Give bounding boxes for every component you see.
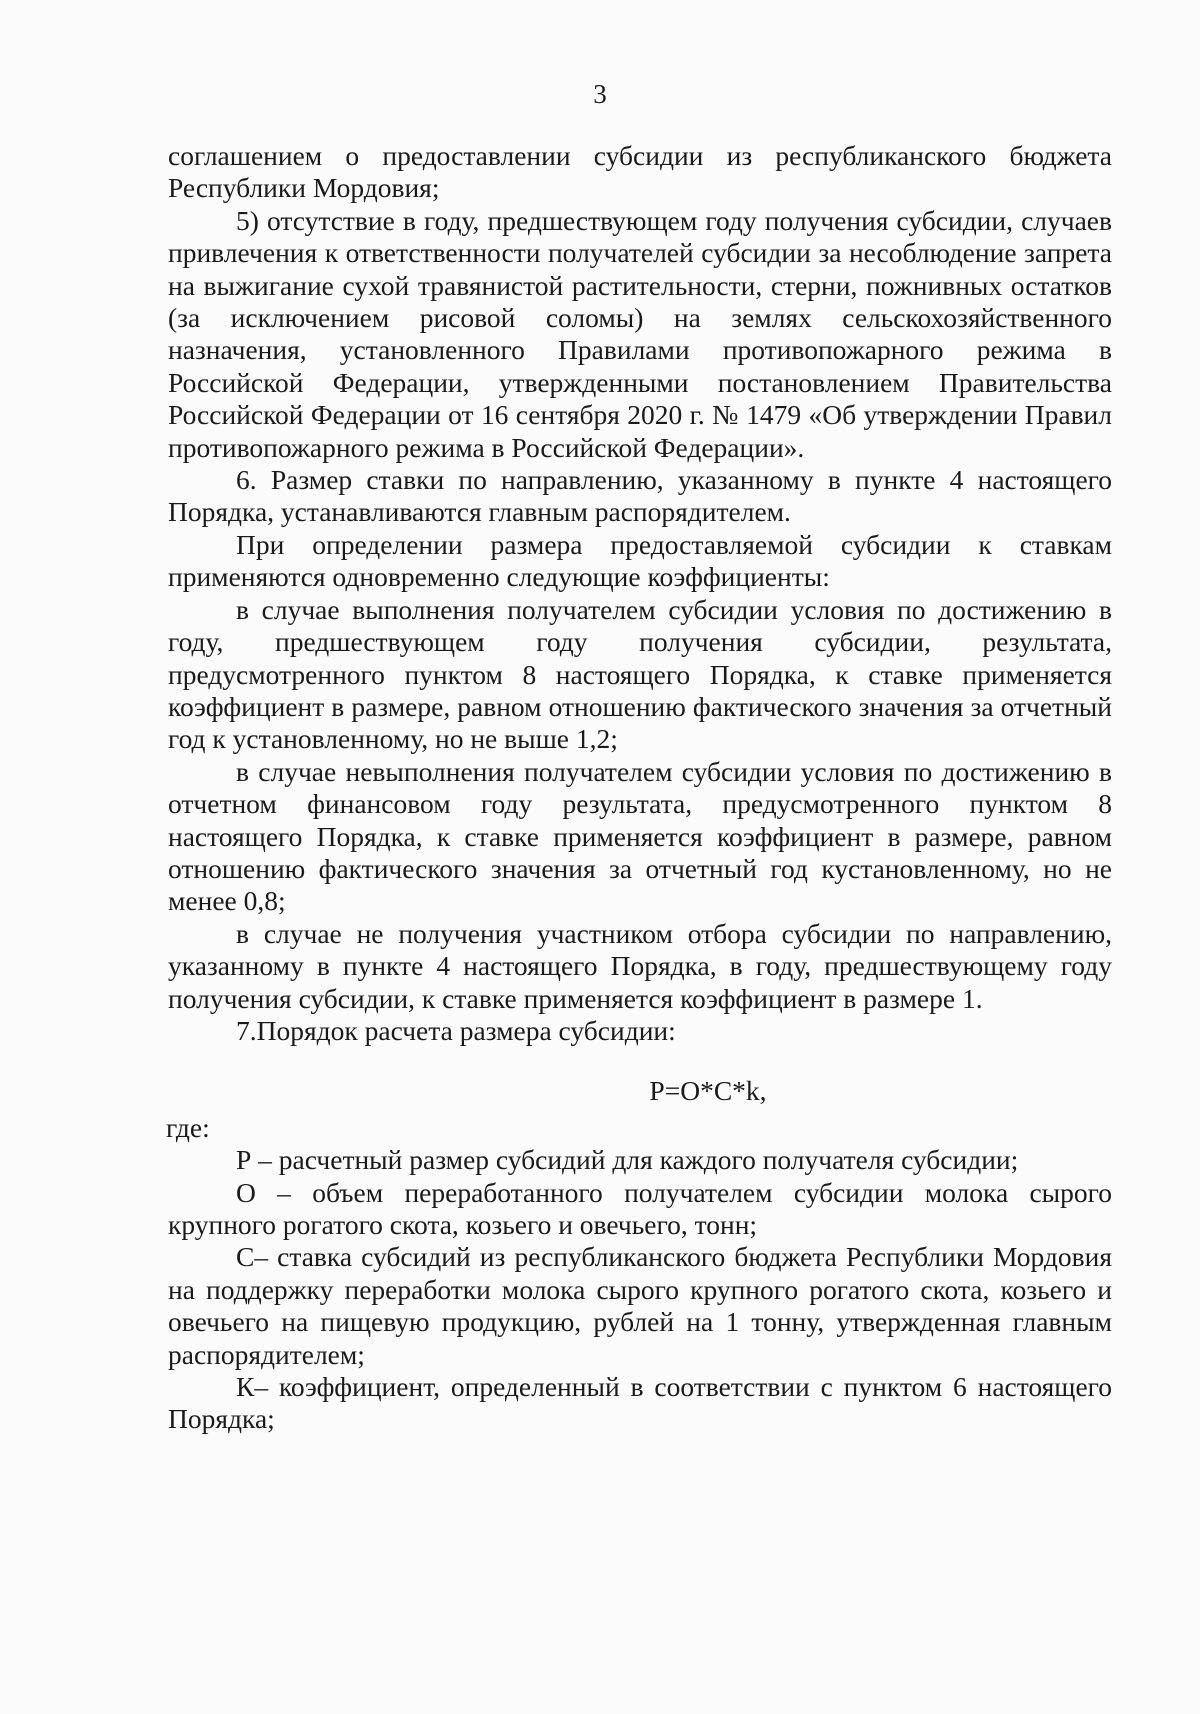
definition-item: Р – расчетный размер субсидий для каждого получателя субсидии; — [236, 1144, 1019, 1176]
paragraph: 7.Порядок расчета размера субсидии: — [236, 1014, 676, 1046]
definition-item: С– ставка субсидий из республиканского бюджета Республики Мордовия на поддержку переработки молока сырого крупного рогатого скота, козьего и овечьего на пищевую продукцию, рублей на 1 тонну, утвержденная главным распорядителем; — [168, 1241, 1112, 1370]
paragraph: в случае выполнения получателем субсидии условия по достижению в году, предшествующем году получения субсидии, результата, предусмотренного пунктом 8 настоящего Порядка, к ставке применяется коэффициент в размере, равном отношению фактического значения за отчетный год к установленному, но не выше 1,2; — [168, 593, 1112, 755]
definition-item: О – объем переработанного получателем субсидии молока сырого крупного рогатого скота, козьего и овечьего, тонн; — [168, 1176, 1112, 1240]
page-number: 3 — [593, 79, 607, 109]
paragraph: в случае невыполнения получателем субсидии условия по достижению в отчетном финансовом году результата, предусмотренного пунктом 8 настоящего Порядка, к ставке применяется коэффициент в размере, равном отношению фактического значения за отчетный год кустановленному, но не менее 0,8; — [168, 755, 1112, 917]
paragraph: При определении размера предоставляемой субсидии к ставкам применяются одновременно следующие коэффициенты: — [168, 528, 1112, 593]
document-body — [168, 140, 1112, 1436]
definition-item: К– коэффициент, определенный в соответствии с пунктом 6 настоящего Порядка; — [168, 1371, 1112, 1435]
where-label: где: — [166, 1111, 210, 1143]
paragraph: соглашением о предоставлении субсидии из республиканского бюджета Республики Мордовия; — [168, 140, 1112, 204]
paragraph: в случае не получения участником отбора субсидии по направлению, указанному в пункте 4 настоящего Порядка, в году, предшествующему году получения субсидии, к ставке применяется коэффициент в размере 1. — [168, 917, 1112, 1014]
formula: Р=О*С*k, — [649, 1075, 767, 1107]
paragraph: 5) отсутствие в году, предшествующем году получения субсидии, случаев привлечения к ответственности получателей субсидии за несоблюдение запрета на выжигание сухой травянистой растительности, стерни, пожнивных остатков (за исключением рисовой соломы) на землях сельскохозяйственного назначения, установленного Правилами противопожарного режима в Российской Федерации, утвержденными постановлением Правительства Российской Федерации от 16 сентября 2020 г. № 1479 «Об утверждении Правил противопожарного режима в Российской Федерации». — [168, 204, 1112, 463]
paragraph: 6. Размер ставки по направлению, указанному в пункте 4 настоящего Порядка, устанавливаются главным распорядителем. — [168, 464, 1112, 528]
